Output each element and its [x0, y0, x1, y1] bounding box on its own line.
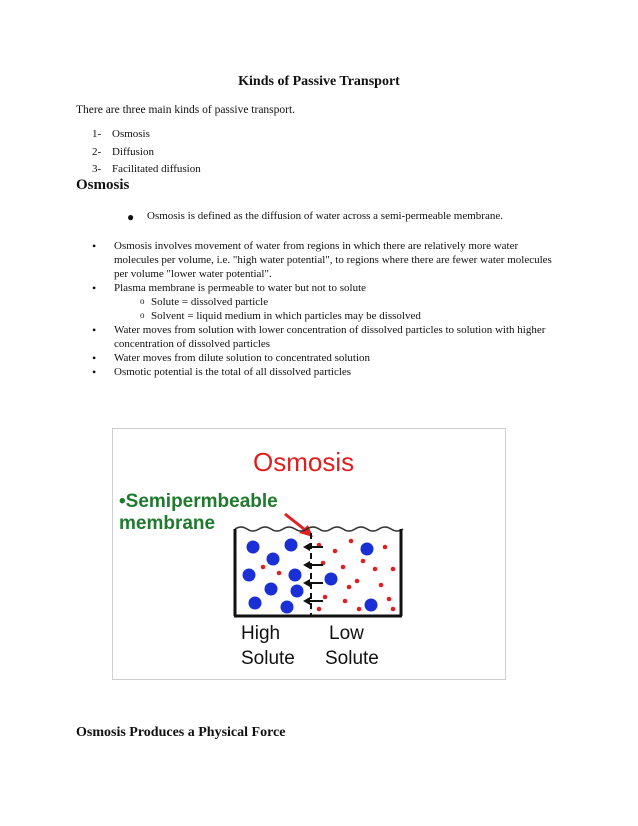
list-item	[92, 126, 201, 144]
water-particle	[387, 597, 392, 602]
page-title: Kinds of Passive Transport	[238, 74, 400, 89]
water-particle	[261, 565, 266, 570]
water-particle	[373, 567, 378, 572]
list-item	[92, 144, 201, 162]
list-item-text: Diffusion	[112, 145, 154, 158]
solute-particle	[289, 569, 302, 582]
kinds-list	[92, 126, 201, 179]
list-item-text: Facilitated diffusion	[112, 163, 201, 175]
left-label-2: Solute	[241, 648, 295, 669]
bullet-text: Plasma membrane is permeable to water but not to solute	[114, 282, 367, 294]
membrane-label-line2: membrane	[119, 513, 216, 534]
sub-item: o Solute = dissolved particle	[114, 295, 562, 309]
left-label-1: High	[241, 623, 281, 644]
section-heading: Osmosis	[76, 177, 130, 193]
water-particle	[379, 583, 384, 588]
bullet-item	[92, 281, 562, 323]
intro-text: There are three main kinds of passive transport.	[76, 104, 296, 116]
flow-arrow-head	[303, 597, 310, 605]
water-flow-arrows	[303, 543, 323, 605]
osmosis-figure	[112, 428, 506, 680]
bullet-dot: ●	[127, 210, 135, 224]
bullet-item	[92, 323, 562, 351]
water-particle	[317, 607, 322, 612]
solute-particle	[265, 583, 278, 596]
list-item	[92, 161, 201, 179]
list-number: 3-	[92, 163, 102, 175]
sub-item: o Solvent = liquid medium in which particles may be dissolved	[114, 309, 562, 323]
bullet-item	[92, 239, 562, 281]
list-number: 2-	[92, 145, 102, 158]
bullet-list	[92, 239, 562, 379]
bullet-text: Water moves from dilute solution to concentrated solution	[114, 352, 371, 364]
osmosis-diagram	[113, 429, 505, 679]
water-particle	[357, 607, 362, 612]
flow-arrow-head	[303, 543, 310, 551]
bullet-text: Water moves from solution with lower concentration of dissolved particles to solution with higher concentration of dissolved particles	[114, 324, 546, 350]
water-particle	[333, 549, 338, 554]
water-particle	[349, 539, 354, 544]
bullet-text: Osmosis involves movement of water from regions in which there are relatively more water molecules per volume, i.e. "high water potential", to regions where there are fewer water molecules per volume "lower water potential".	[114, 240, 552, 280]
water-particle	[355, 579, 360, 584]
bullet-item	[92, 365, 562, 379]
sub-list	[114, 295, 562, 323]
water-particle	[391, 567, 396, 572]
flow-arrow-head	[303, 561, 310, 569]
solute-particle	[247, 541, 260, 554]
flow-arrow-head	[303, 579, 310, 587]
water-particle	[383, 545, 388, 550]
list-item-text: Osmosis	[112, 128, 150, 140]
figure-title: Osmosis	[253, 447, 355, 477]
solute-particle	[267, 553, 280, 566]
solute-particle	[361, 543, 374, 556]
water-surface	[235, 527, 403, 531]
water-particle	[323, 595, 328, 600]
water-particle	[391, 607, 396, 612]
solute-particle	[249, 597, 262, 610]
solute-particle	[243, 569, 256, 582]
water-particle	[343, 599, 348, 604]
list-number: 1-	[92, 128, 102, 140]
water-particle	[277, 571, 282, 576]
solute-particle	[325, 573, 338, 586]
water-particle	[341, 565, 346, 570]
solute-particle	[291, 585, 304, 598]
next-section-heading: Osmosis Produces a Physical Force	[76, 725, 286, 740]
solute-particle	[365, 599, 378, 612]
solute-particle	[281, 601, 294, 614]
definition-text: Osmosis is defined as the diffusion of water across a semi-permeable membrane.	[147, 210, 503, 222]
water-particle	[361, 559, 366, 564]
water-particle	[347, 585, 352, 590]
membrane-label-line1: •Semipermbeable	[119, 491, 278, 512]
bullet-item	[92, 351, 562, 365]
solute-particle	[285, 539, 298, 552]
right-label-2: Solute	[325, 648, 379, 669]
bullet-text: Osmotic potential is the total of all dissolved particles	[114, 366, 352, 378]
right-label-1: Low	[329, 623, 364, 644]
